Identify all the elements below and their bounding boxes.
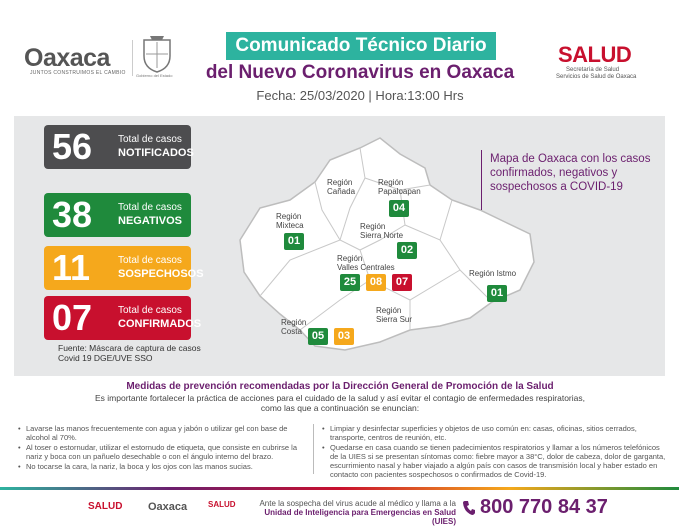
badge-papaloapan-negativos: 04 <box>389 200 409 217</box>
card-label: Total de casos <box>118 134 182 145</box>
list-item: • Limpiar y desinfectar superficies y objetos de uso común en: casas, oficinas, sitios cerrados, transporte, centros de reunión, etc. <box>322 424 666 442</box>
card-confirmados <box>44 296 202 340</box>
footer-oaxaca-logo: Oaxaca <box>148 501 188 513</box>
card-label: Total de casos <box>118 202 182 213</box>
region-label-costa: Región Costa <box>281 318 307 336</box>
uies-phone-number[interactable]: 800 770 84 37 <box>480 496 608 518</box>
card-number: 11 <box>52 247 91 288</box>
crest-caption: Gobierno del Estado <box>136 73 173 78</box>
list-item: • Lavarse las manos frecuentemente con agua y jabón o utilizar gel con base de alcohol al 70%. <box>18 424 306 442</box>
region-label-mixteca: Región Mixteca <box>276 212 304 230</box>
badge-costa-sospechosos: 03 <box>334 328 354 345</box>
region-label-valles-centrales: Región Valles Centrales <box>337 254 395 272</box>
footer-uies-text: Ante la sospecha del virus acude al médico y llama a la Unidad de Inteligencia para Emergencias en Salud (UIES) <box>259 499 456 526</box>
salud-subtitle-2: Servicios de Salud de Oaxaca <box>556 74 637 80</box>
region-label-sierra-norte: Región Sierra Norte <box>360 222 404 240</box>
badge-valles-negativos: 25 <box>340 274 360 291</box>
badge-sierra-norte-negativos: 02 <box>397 242 417 259</box>
phone-icon <box>462 500 476 516</box>
card-number: 07 <box>52 297 93 338</box>
badge-valles-sospechosos: 08 <box>366 274 386 291</box>
list-item: • Al toser o estornudar, utilizar el estornudo de etiqueta, que consiste en cubrirse la nariz y boca con un pañuelo desechable o con el ángulo interno del brazo. <box>18 443 306 461</box>
date-time-line: Fecha: 25/03/2020 | Hora:13:00 Hrs <box>256 88 464 103</box>
card-label: Total de casos <box>118 305 182 316</box>
card-category: NOTIFICADOS <box>118 147 194 159</box>
state-crest-icon <box>140 34 174 74</box>
map-title-accent <box>481 150 482 210</box>
measures-title: Medidas de prevención recomendadas por la Dirección General de Promoción de la Salud <box>126 381 554 392</box>
measures-right-list <box>322 424 666 480</box>
map-title: Mapa de Oaxaca con los casos confirmados, negativos y sospechosos a COVID-19 <box>490 153 651 193</box>
logo-divider <box>132 40 133 76</box>
footer-salud-logo: SALUD <box>88 501 123 512</box>
footer-color-bar <box>0 487 679 490</box>
salud-subtitle-1: Secretaría de Salud <box>566 67 620 73</box>
list-item: • No tocarse la cara, la nariz, la boca y los ojos con las manos sucias. <box>18 462 306 471</box>
salud-logo: SALUD <box>558 42 632 67</box>
badge-mixteca-negativos: 01 <box>284 233 304 250</box>
badge-costa-negativos: 05 <box>308 328 328 345</box>
badge-valles-confirmados: 07 <box>392 274 412 291</box>
card-category: NEGATIVOS <box>118 215 182 227</box>
region-label-canada: Región Cañada <box>327 178 356 196</box>
region-label-papaloapan: Región Papaloapan <box>378 178 421 196</box>
title-banner: Comunicado Técnico Diario <box>226 32 496 60</box>
card-number: 56 <box>52 126 93 167</box>
badge-istmo-negativos: 01 <box>487 285 507 302</box>
card-category: SOSPECHOSOS <box>118 268 204 280</box>
card-label: Total de casos <box>118 255 182 266</box>
measures-left-list <box>18 424 306 472</box>
card-number: 38 <box>52 194 93 235</box>
region-label-sierra-sur: Región Sierra Sur <box>376 306 413 324</box>
oaxaca-logo-tagline: JUNTOS CONSTRUIMOS EL CAMBIO <box>30 70 126 76</box>
oaxaca-logo: Oaxaca <box>24 44 110 72</box>
column-divider <box>313 424 314 474</box>
card-sospechosos <box>44 246 204 290</box>
card-category: CONFIRMADOS <box>118 318 202 330</box>
measures-subtitle: Es importante fortalecer la práctica de acciones para el cuidado de la salud y así evitar el contagio de enfermedades respiratorias, como las que a continuación se enuncian: <box>95 393 585 413</box>
source-note: Fuente: Máscara de captura de casos Covid 19 DGE/UVE SSO <box>58 343 201 363</box>
card-negativos <box>44 193 191 237</box>
footer-salud-logo-2: SALUD <box>208 500 236 509</box>
title-subline: del Nuevo Coronavirus en Oaxaca <box>205 62 515 83</box>
region-label-istmo: Región Istmo <box>469 269 517 278</box>
card-notificados <box>44 125 194 169</box>
list-item: • Quedarse en casa cuando se tienen padecimientos respiratorios y llamar a los números telefónicos de la UIES si se presentan síntomas como: fiebre mayor a 38°C, dolor de cabeza, dolor de garganta, escurrimiento nasal y haber viajado a algún país con casos de transmisión local y haber estado en contacto con pacientes sospechosos o confirmados de Covid-19. <box>322 443 666 479</box>
